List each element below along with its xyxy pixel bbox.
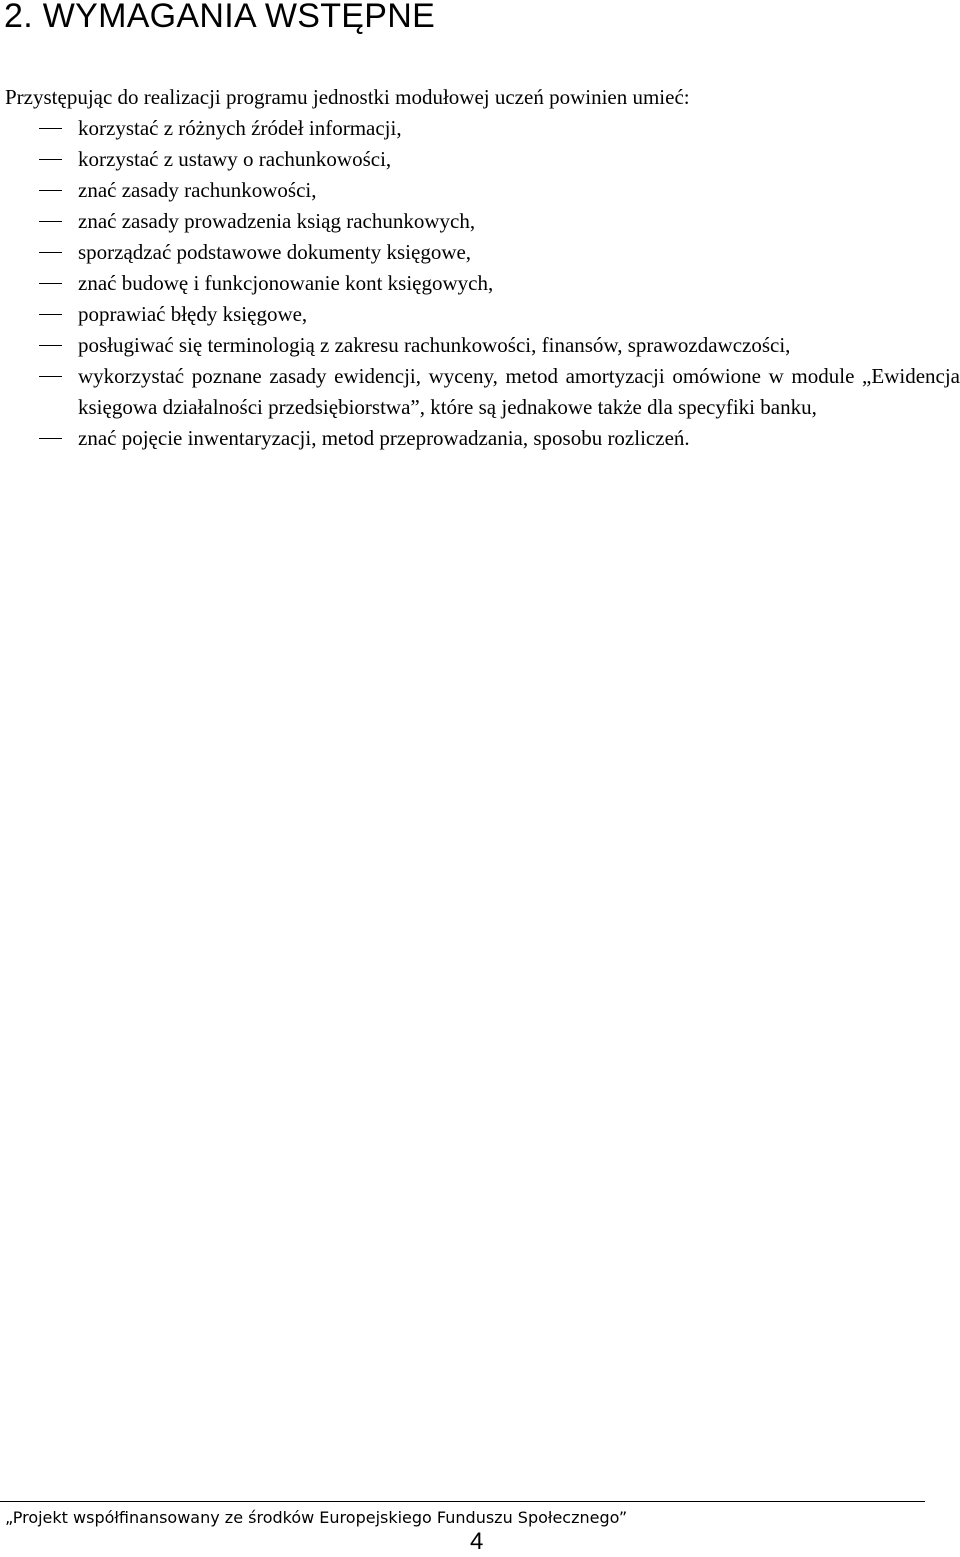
footer-project-note: „Projekt współfinansowany ze środków Europejskiego Funduszu Społecznego” <box>5 1508 628 1527</box>
dash-bullet-icon <box>39 314 62 315</box>
list-item <box>5 423 960 454</box>
dash-bullet-icon <box>39 345 62 346</box>
list-item-text: sporządzać podstawowe dokumenty księgowe, <box>78 240 472 264</box>
dash-bullet-icon <box>39 376 62 377</box>
list-item-text: posługiwać się terminologią z zakresu rachunkowości, finansów, sprawozdawczości, <box>78 333 791 357</box>
list-item-text: znać zasady prowadzenia ksiąg rachunkowych, <box>78 209 476 233</box>
list-item <box>5 237 960 268</box>
requirements-section <box>5 82 960 454</box>
section-heading: 2. WYMAGANIA WSTĘPNE <box>4 0 436 35</box>
page-number: 4 <box>470 1528 484 1555</box>
list-item <box>5 361 960 423</box>
dash-bullet-icon <box>39 159 62 160</box>
requirements-list <box>5 113 960 454</box>
list-item-text: korzystać z ustawy o rachunkowości, <box>78 147 392 171</box>
list-item <box>5 330 960 361</box>
dash-bullet-icon <box>39 438 62 439</box>
list-item-text: poprawiać błędy księgowe, <box>78 302 308 326</box>
footer-divider <box>0 1501 925 1502</box>
list-item-text: korzystać z różnych źródeł informacji, <box>78 116 402 140</box>
list-item-text: znać zasady rachunkowości, <box>78 178 317 202</box>
list-item <box>5 268 960 299</box>
list-item <box>5 175 960 206</box>
list-item-text: wykorzystać poznane zasady ewidencji, wyceny, metod amortyzacji omówione w module „Ewidencja księgowa działalności przedsiębiorstwa”, które są jednakowe także dla specyfiki banku, <box>78 364 960 419</box>
dash-bullet-icon <box>39 283 62 284</box>
list-item <box>5 144 960 175</box>
list-item <box>5 299 960 330</box>
dash-bullet-icon <box>39 190 62 191</box>
dash-bullet-icon <box>39 252 62 253</box>
dash-bullet-icon <box>39 221 62 222</box>
intro-paragraph: Przystępując do realizacji programu jednostki modułowej uczeń powinien umieć: <box>5 85 690 109</box>
list-item <box>5 113 960 144</box>
list-item <box>5 206 960 237</box>
list-item-text: znać pojęcie inwentaryzacji, metod przeprowadzania, sposobu rozliczeń. <box>78 426 690 450</box>
list-item-text: znać budowę i funkcjonowanie kont księgowych, <box>78 271 494 295</box>
dash-bullet-icon <box>39 128 62 129</box>
